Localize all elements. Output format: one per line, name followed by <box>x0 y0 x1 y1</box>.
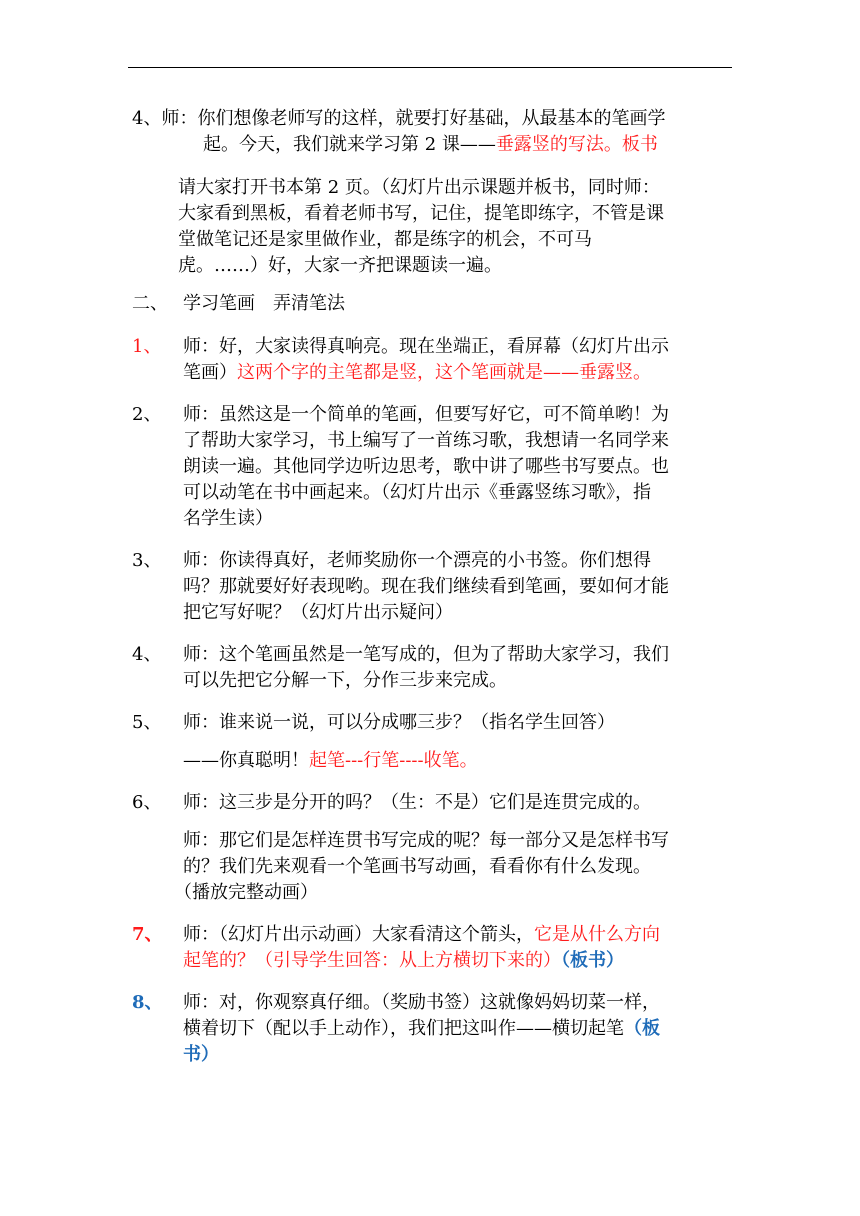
highlight-red: 这两个字的主笔都是竖，这个笔画就是——垂露竖。 <box>237 362 651 383</box>
item-3-line-1: 师：你读得真好，老师奖励你一个漂亮的小书签。你们想得 <box>183 550 651 571</box>
item-2-line-1: 师：虽然这是一个简单的笔画，但要写好它，可不简单哟！为 <box>183 404 669 425</box>
item-3-line-3: 把它写好呢？（幻灯片出示疑问） <box>183 602 453 623</box>
item-2-line-3: 朗读一遍。其他同学边听边思考，歌中讲了哪些书写要点。也 <box>183 456 669 477</box>
item-7-line-2 <box>183 948 624 974</box>
item-5-number: 5、 <box>132 712 162 733</box>
highlight-red: 它是从什么方向 <box>534 924 660 945</box>
item-8-line-2: 横着切下（配以手上动作），我们把这叫作——横切起笔（板 <box>183 1018 660 1039</box>
section-2-title: 学习笔画 弄清笔法 <box>183 293 345 314</box>
item-4-line-2: 可以先把它分解一下，分作三步来完成。 <box>183 670 507 691</box>
item-6-line-3: 的？我们先来观看一个笔画书写动画，看看你有什么发现。 <box>183 856 651 877</box>
intro-line-3: 堂做笔记还是家里做作业，都是练字的机会，不可马 <box>178 229 592 250</box>
item-5-line-2: ——你真聪明！起笔---行笔----收笔。 <box>183 750 478 771</box>
item-2-number: 2、 <box>132 404 162 425</box>
highlight-red: 起笔的？（引导学生回答：从上方横切下来的） <box>183 950 561 971</box>
highlight-blue: （板 <box>624 1018 660 1039</box>
item-6-number: 6、 <box>132 792 162 813</box>
intro-line-4: 虎。……）好，大家一齐把课题读一遍。 <box>178 255 502 276</box>
item-2-line-5: 名学生读） <box>183 508 273 529</box>
highlight-red: 垂露竖的写法。板书 <box>495 134 658 155</box>
paragraph-4-line-1: 4、师：你们想像老师写的这样，就要打好基础，从最基本的笔画学 <box>132 108 666 129</box>
item-1-number: 1、 <box>132 336 162 357</box>
item-8-line-3: 书） <box>183 1044 219 1065</box>
item-7-number: 7、 <box>132 924 163 945</box>
item-3-number: 3、 <box>132 550 162 571</box>
item-6-line-1: 师：这三步是分开的吗？（生：不是）它们是连贯完成的。 <box>183 792 651 813</box>
item-6-line-4: （播放完整动画） <box>174 882 318 903</box>
item-5-line-1: 师：谁来说一说，可以分成哪三步？（指名学生回答） <box>183 712 615 733</box>
item-4-number: 4、 <box>132 644 162 665</box>
section-2-number: 二、 <box>132 293 168 314</box>
item-2-line-4: 可以动笔在书中画起来。（幻灯片出示《垂露竖练习歌》，指 <box>183 482 651 503</box>
item-4-line-1: 师：这个笔画虽然是一笔写成的，但为了帮助大家学习，我们 <box>183 644 669 665</box>
item-7-line-1: 师：（幻灯片出示动画）大家看清这个箭头，它是从什么方向 <box>183 924 660 945</box>
highlight-red: 起笔---行笔----收笔。 <box>309 750 478 771</box>
intro-line-2: 大家看到黑板，看着老师书写，记住，提笔即练字，不管是课 <box>178 203 664 224</box>
item-1-line-1: 师：好，大家读得真响亮。现在坐端正，看屏幕（幻灯片出示 <box>183 336 669 357</box>
item-8-line-1: 师：对，你观察真仔细。（奖励书签）这就像妈妈切菜一样， <box>183 992 660 1013</box>
paragraph-4-line-2: 起。今天，我们就来学习第 2 课——垂露竖的写法。板书 <box>203 134 658 155</box>
item-2-line-2: 了帮助大家学习，书上编写了一首练习歌，我想请一名同学来 <box>183 430 669 451</box>
item-1-line-2: 笔画）这两个字的主笔都是竖，这个笔画就是——垂露竖。 <box>183 362 651 383</box>
item-8-number: 8、 <box>132 992 163 1013</box>
header-rule <box>128 67 732 68</box>
intro-line-1: 请大家打开书本第 2 页。（幻灯片出示课题并板书，同时师： <box>178 177 660 198</box>
item-3-line-2: 吗？那就要好好表现哟。现在我们继续看到笔画，要如何才能 <box>183 576 669 597</box>
highlight-blue: （板书） <box>561 950 624 971</box>
item-6-line-2: 师：那它们是怎样连贯书写完成的呢？每一部分又是怎样书写 <box>183 830 669 851</box>
